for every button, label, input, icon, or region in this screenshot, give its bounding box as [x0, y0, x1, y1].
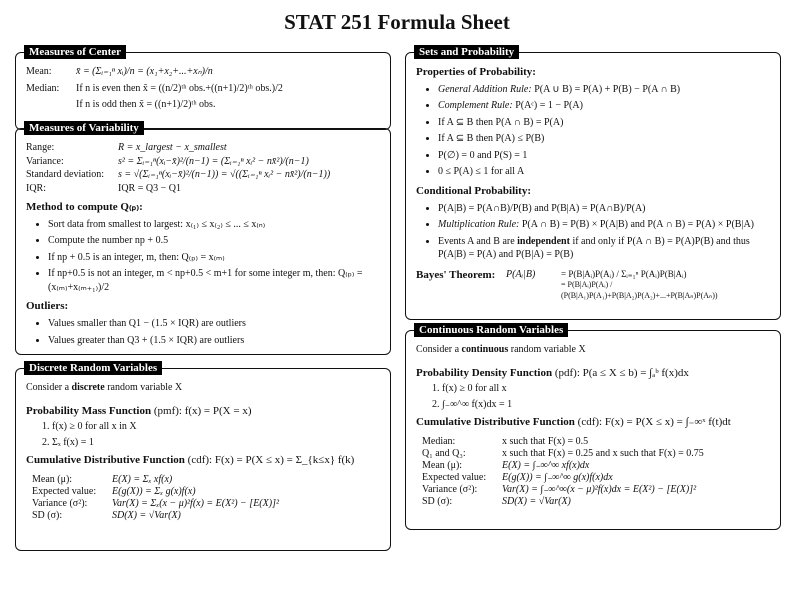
list-item: • Values greater than Q3 + (1.5 × IQR) are outliers: [48, 334, 380, 348]
row-label: Expected value:: [422, 472, 487, 484]
intro: [416, 343, 770, 357]
row-value: E(g(X)) = Σₓ g(x)f(x): [112, 486, 196, 498]
rule-name: Complement Rule:: [438, 100, 513, 112]
section-tag: Continuous Random Variables: [414, 323, 568, 337]
section-measures-of-center: [15, 46, 391, 130]
list-item: [438, 83, 770, 97]
text-bold: independent: [517, 235, 570, 247]
pmf-line: [26, 404, 380, 419]
section-tag: Sets and Probability: [414, 45, 519, 59]
section-tag: Measures of Center: [24, 45, 126, 59]
list-item: • Sort data from smallest to largest: x₍₁₎ ≤ x₍₂₎ ≤ ... ≤ x₍ₙ₎: [48, 218, 380, 232]
mean-formula: x̄ = (Σᵢ₌₁ⁿ xᵢ)/n = (x₁+x₂+...+xₙ)/n: [76, 66, 213, 77]
pdf-heading: Probability Density Function: [416, 366, 553, 379]
list-item: • 0 ≤ P(A) ≤ 1 for all A: [438, 165, 770, 179]
row-label: Mean (μ):: [32, 474, 73, 486]
row-value: E(X) = Σₓ xf(x): [112, 474, 173, 486]
page-title: STAT 251 Formula Sheet: [284, 10, 510, 34]
row-value: s² = Σᵢ₌₁ⁿ(xᵢ−x̄)²/(n−1) = (Σᵢ₌₁ⁿ xᵢ² − nx̄²)/(n−1): [118, 155, 309, 167]
row-value: SD(X) = √Var(X): [112, 510, 181, 522]
bayes-theorem: [416, 268, 770, 302]
rule-formula: P(Aᶜ) = 1 − P(A): [512, 100, 583, 112]
list-item: 2. ∫₋∞^∞ f(x)dx = 1: [442, 398, 770, 412]
list-item: [438, 218, 770, 232]
list-item: • Compute the number np + 0.5: [48, 234, 380, 248]
formula-row: [422, 496, 770, 508]
row-value: Var(X) = Σₓ(x − μ)²f(x) = E(X²) − [E(X)]²: [112, 498, 279, 510]
row-label: SD (σ):: [422, 496, 453, 508]
list-item: • P(A|B) = P(A∩B)/P(B) and P(B|A) = P(A∩B)/P(A): [438, 202, 770, 216]
formula-row: [32, 486, 380, 498]
row-label: IQR:: [26, 182, 46, 194]
bayes-formula-1: = P(B|Aᵢ)P(Aᵢ) / Σᵢ₌₁ⁿ P(Aᵢ)P(B|Aᵢ): [561, 268, 687, 279]
row-label: SD (σ):: [32, 510, 63, 522]
list-item: • Values smaller than Q1 − (1.5 × IQR) are outliers: [48, 317, 380, 331]
outliers-heading: Outliers:: [26, 300, 69, 313]
row-label: Mean (μ):: [422, 460, 463, 472]
formula-row: [32, 474, 380, 486]
props-list: [416, 83, 770, 179]
row-value: s = √(Σᵢ₌₁ⁿ(xᵢ−x̄)²/(n−1)) = √((Σᵢ₌₁ⁿ xᵢ² − nx̄²)/(n−1)): [118, 169, 331, 180]
section-measures-of-variability: [15, 122, 391, 355]
props-heading: Properties of Probability:: [416, 66, 536, 78]
pdf-list: [416, 382, 770, 411]
text: random variable X: [508, 344, 586, 355]
row-value: E(g(X)) = ∫₋∞^∞ g(x)f(x)dx: [502, 472, 613, 484]
row-value: Var(X) = ∫₋∞^∞(x − μ)²f(x)dx = E(X²) − [E(X)]²: [502, 484, 697, 496]
row-label: Expected value:: [32, 486, 97, 498]
bayes-formula-2: = P(B|Aᵢ)P(Aᵢ) / (P(B|A₁)P(A₁)+P(B|A₂)P(A₂)+...+P(B|Aₙ)P(Aₙ)): [561, 279, 718, 300]
section-tag: Discrete Random Variables: [24, 361, 162, 375]
formula-row: [32, 498, 380, 510]
cdf-line: [26, 453, 380, 468]
rule-name: General Addition Rule:: [438, 83, 532, 95]
rule-formula: P(A ∪ B) = P(A) + P(B) − P(A ∩ B): [531, 83, 681, 95]
method-list: [26, 218, 380, 295]
formula-row: [422, 460, 770, 472]
pdf-formula: (pdf): P(a ≤ X ≤ b) = ∫ₐᵇ f(x)dx: [552, 366, 689, 379]
cond-heading: Conditional Probability:: [416, 184, 532, 197]
section-tag: Measures of Variability: [24, 121, 144, 135]
list-item: • If np + 0.5 is an integer, m, then: Q₍ₚ₎ = x₍ₘ₎: [48, 251, 380, 265]
list-item: 2. Σₓ f(x) = 1: [52, 436, 380, 450]
row-label: Variance (σ²):: [422, 484, 478, 496]
formula-row: [26, 182, 380, 196]
text: if and only if P(A ∩ B) = P(A)P(B) and thus P(A|B) = P(A) and P(B|A) = P(B): [438, 235, 750, 261]
row-value: IQR = Q3 − Q1: [118, 182, 181, 194]
list-item: [438, 235, 770, 262]
cond-list: [416, 202, 770, 262]
list-item: • P(∅) = 0 and P(S) = 1: [438, 149, 770, 163]
row-value: R = x_largest − x_smallest: [118, 142, 227, 153]
row-label: Q₁ and Q₃:: [422, 448, 466, 460]
median-label: Median:: [26, 82, 60, 94]
mean-label: Mean:: [26, 66, 52, 77]
bayes-lhs: P(Aᵢ|B): [506, 268, 536, 280]
formula-row: [26, 155, 380, 169]
formula-row: [26, 168, 380, 182]
text-bold: continuous: [461, 344, 509, 355]
formula-row: [422, 472, 770, 484]
row-label: Standard deviation:: [26, 169, 105, 180]
row-value: E(X) = ∫₋∞^∞ xf(x)dx: [502, 460, 590, 472]
cdf-heading: Cumulative Distributive Function: [416, 416, 575, 429]
formula-row: [422, 448, 770, 460]
median-odd: If n is odd then x̃ = ((n+1)/2)ᵗʰ obs.: [76, 99, 216, 110]
row-label: Variance:: [26, 155, 64, 167]
row-label: Variance (σ²):: [32, 498, 88, 510]
pdf-line: [416, 366, 770, 381]
row-value: x such that F(x) = 0.5: [502, 436, 589, 448]
cdf-formula: (cdf): F(x) = P(X ≤ x) = ∫₋∞ˣ f(t)dt: [574, 416, 731, 429]
list-item: • If np+0.5 is not an integer, m < np+0.5 < m+1 for some integer m, then: Q₍ₚ₎ = (x₍ₘ₎+x₍ₘ₊₁₎)/2: [48, 267, 380, 294]
formula-row: [32, 510, 380, 522]
text: Events A and B are: [438, 235, 518, 247]
formula-row: [422, 436, 770, 448]
intro: [26, 381, 380, 395]
row-value: x such that F(x) = 0.25 and x such that F(x) = 0.75: [502, 448, 704, 460]
row-label: Range:: [26, 142, 55, 153]
method-heading: Method to compute Q₍ₚ₎:: [26, 201, 143, 213]
list-item: • If A ⊆ B then P(A ∩ B) = P(A): [438, 116, 770, 130]
text: random variable X: [104, 382, 183, 393]
cdf-line: [416, 415, 770, 430]
cdf-heading: Cumulative Distributive Function: [26, 454, 185, 467]
pmf-list: [26, 420, 380, 449]
row-value: SD(X) = √Var(X): [502, 496, 571, 508]
section-sets-and-probability: [405, 46, 781, 320]
list-item: • If A ⊆ B then P(A) ≤ P(B): [438, 132, 770, 146]
pmf-heading: Probability Mass Function: [26, 404, 152, 417]
rule-formula: P(A ∩ B) = P(B) × P(A|B) and P(A ∩ B) = P(A) × P(B|A): [519, 219, 755, 231]
section-continuous-random-variables: [405, 324, 781, 530]
rule-name: Multiplication Rule:: [438, 219, 520, 231]
text: Consider a: [416, 344, 462, 355]
outliers-list: [26, 317, 380, 347]
list-item: [438, 99, 770, 113]
formula-row: [422, 484, 770, 496]
text: Consider a: [26, 382, 72, 393]
bayes-label: Bayes' Theorem:: [416, 268, 496, 281]
formula-row: [26, 141, 380, 155]
median-even: If n is even then x̃ = ((n/2)ᵗʰ obs.+((n+1)/2)ᵗʰ obs.)/2: [76, 82, 283, 94]
list-item: 1. f(x) ≥ 0 for all x: [442, 382, 770, 396]
text-bold: discrete: [71, 382, 105, 393]
row-label: Median:: [422, 436, 456, 448]
section-discrete-random-variables: [15, 362, 391, 551]
list-item: 1. f(x) ≥ 0 for all x in X: [52, 420, 380, 434]
cdf-formula: (cdf): F(x) = P(X ≤ x) = Σ_{k≤x} f(k): [184, 454, 355, 467]
pmf-formula: (pmf): f(x) = P(X = x): [151, 404, 252, 417]
